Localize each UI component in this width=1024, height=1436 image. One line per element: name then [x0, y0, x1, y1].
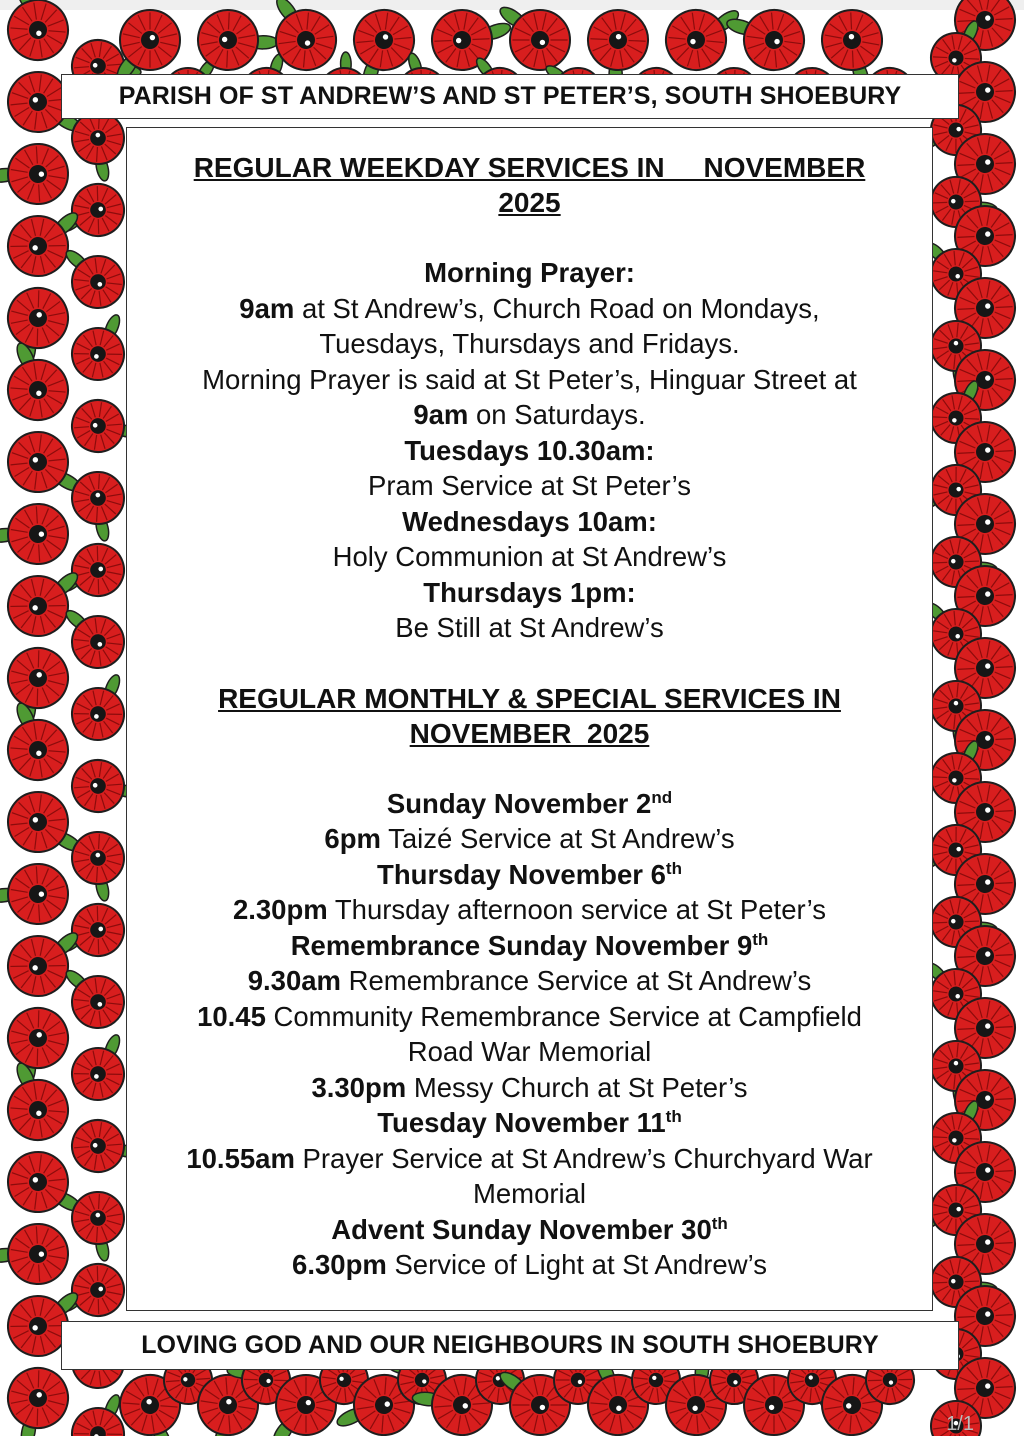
parish-title: PARISH OF ST ANDREW’S AND ST PETER’S, SOUTH SHOEBURY [118, 82, 902, 110]
poppy-icon [0, 1207, 80, 1305]
morning-prayer-line4: 9am on Saturdays. [413, 399, 646, 430]
weekday-heading-line2: 2025 [498, 187, 561, 218]
poppy-icon [0, 127, 80, 225]
poppy-icon [0, 847, 80, 945]
event-prayer-service: 10.55am Prayer Service at St Andrew’s Churchyard War [186, 1142, 873, 1174]
poppy-icon [0, 1057, 82, 1151]
morning-prayer-line2: Tuesdays, Thursdays and Fridays. [319, 328, 740, 359]
event-service-of-light: 6.30pm Service of Light at St Andrew’s [292, 1249, 767, 1280]
date-nov-30: Advent Sunday November 30th [331, 1213, 728, 1245]
event-prayer-service-cont: Memorial [472, 1178, 587, 1209]
poppy-icon [65, 311, 135, 385]
wednesday-desc: Holy Communion at St Andrew’s [332, 541, 727, 572]
poppy-icon [2, 918, 82, 1003]
monthly-heading [127, 681, 932, 751]
motto-banner [61, 1321, 959, 1370]
poppy-icon [0, 1358, 83, 1436]
poppy-icon [0, 487, 80, 585]
weekday-heading-line1: REGULAR WEEKDAY SERVICES IN NOVEMBER [193, 152, 866, 183]
poppy-icon [2, 198, 82, 283]
poppy-icon [113, 10, 180, 83]
poppy-icon [65, 1031, 135, 1105]
poppy-icon [58, 247, 127, 311]
thursday-desc: Be Still at St Andrew’s [395, 612, 664, 643]
event-community-remembrance-cont: Road War Memorial [407, 1036, 652, 1067]
date-nov-11: Tuesday November 11th [377, 1106, 682, 1138]
thursday-title: Thursdays 1pm: [423, 576, 636, 608]
monthly-heading-line2: NOVEMBER 2025 [409, 717, 650, 749]
poppy-icon [497, 3, 570, 70]
morning-prayer-line1: 9am at St Andrew’s, Church Road on Mondays, [239, 292, 820, 324]
parish-banner [61, 74, 959, 119]
date-nov-2: Sunday November 2nd [386, 787, 673, 819]
poppy-icon [0, 278, 83, 372]
poppy-icon [0, 697, 82, 791]
monthly-heading-line1: REGULAR MONTHLY & SPECIAL SERVICES IN [218, 682, 841, 714]
event-community-remembrance: 10.45 Community Remembrance Service at Campfield [197, 1000, 862, 1032]
event-taize: 6pm Taizé Service at St Andrew’s [324, 823, 735, 854]
poppy-icon [0, 0, 82, 71]
weekday-heading [127, 150, 932, 220]
morning-prayer-line3: Morning Prayer is said at St Peter’s, Hinguar Street at [202, 363, 857, 395]
tuesday-title: Tuesdays 10.30am: [404, 434, 655, 466]
poppy-icon [58, 967, 127, 1031]
poppy-icon [65, 671, 135, 745]
poppy-icon [0, 638, 83, 732]
event-thursday-afternoon: 2.30pm Thursday afternoon service at St Peter’s [232, 894, 827, 925]
page-indicator: 1/1 [946, 1413, 974, 1435]
tuesday-desc: Pram Service at St Peter’s [368, 470, 691, 501]
date-nov-6: Thursday November 6th [377, 858, 682, 890]
poppy-icon [0, 998, 83, 1092]
poppy-icon [2, 558, 82, 643]
event-remembrance: 9.30am Remembrance Service at St Andrew’s [247, 965, 812, 996]
event-messy-church: 3.30pm Messy Church at St Peter’s [311, 1071, 748, 1103]
wednesday-title: Wednesdays 10am: [402, 505, 657, 537]
date-nov-9: Remembrance Sunday November 9th [290, 929, 769, 961]
poppy-icon [58, 607, 127, 671]
poppy-icon [0, 337, 82, 431]
morning-prayer-title: Morning Prayer: [424, 257, 635, 288]
services-panel [126, 127, 933, 1311]
motto-text: LOVING GOD AND OUR NEIGHBOURS IN SOUTH SHOEBURY [141, 1331, 879, 1359]
